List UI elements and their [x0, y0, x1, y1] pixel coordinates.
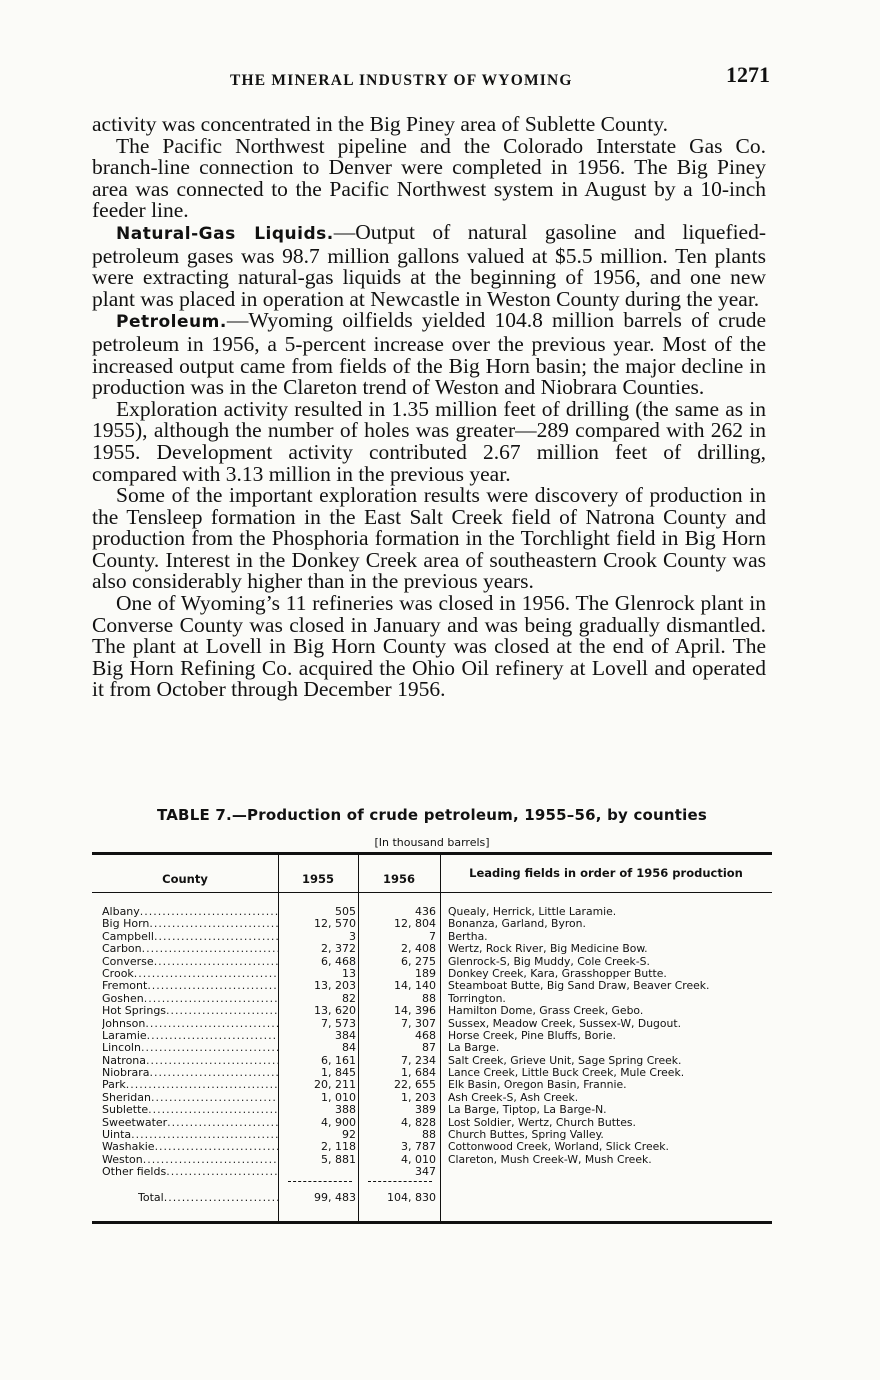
value-1956-cell: 3, 787	[401, 1140, 436, 1154]
value-1956-cell: 4, 010	[401, 1152, 436, 1166]
county-cell: Goshen .....	[102, 993, 278, 1005]
paragraph-text: One of Wyoming’s 11 refineries was closed in 1956. The Glenrock plant in Converse County was closed in January and was being gradually dismantled. The plant at Lovell in Big Horn County was closed at the end of April. The Big Horn Refining Co. acquired the Ohio Oil refinery at Lovell and operated it from October through December 1956.	[92, 591, 766, 702]
value-1956-cell: 87	[422, 1041, 436, 1055]
paragraph-text: Exploration activity resulted in 1.35 million feet of drilling (the same as in 1955), although the number of holes was greater—289 compared with 262 in 1955. Development activity contributed 2.67 million feet of drilling, compared with 3.13 million in the previous year.	[92, 396, 766, 486]
paragraph-text: —Wyoming oilfields yielded 104.8 million barrels of crude petroleum in 1956, a 5-percent increase over the previous year. Most of the increased output came from fields of the Big Horn basin; the major decline in production was in the Clareton trend of Weston and Niobrara Counties.	[92, 308, 766, 400]
value-1955-cell: 84	[342, 1041, 356, 1055]
leading-fields-cell: Clareton, Mush Creek-W, Mush Creek.	[448, 1152, 652, 1166]
county-cell: Washakie .....	[102, 1141, 278, 1153]
county-cell: Albany .....	[102, 906, 278, 918]
running-title: THE MINERAL INDUSTRY OF WYOMING	[230, 72, 573, 89]
column-header-county: County	[162, 872, 208, 886]
value-1955-cell: 4, 900	[321, 1115, 356, 1129]
leading-fields-cell: Wertz, Rock River, Big Medicine Bow.	[448, 942, 648, 956]
paragraph-text: activity was concentrated in the Big Piney area of Sublette County.	[92, 112, 668, 136]
value-1955-cell: 13, 620	[314, 1004, 356, 1018]
table-unit-note: [In thousand barrels]	[374, 836, 490, 849]
page-number: 1271	[726, 62, 770, 87]
value-1956-cell: 88	[422, 1128, 436, 1142]
value-1956-cell: 7, 307	[401, 1016, 436, 1030]
county-cell: Sweetwater .....	[102, 1117, 278, 1129]
paragraph	[92, 310, 766, 398]
table-row	[92, 943, 772, 955]
paragraph-text: —Output of natural gasoline and liquefied-petroleum gases was 98.7 million gallons valued at $5.5 million. Ten plants were extracting natural-gas liquids at the beginning of 1956, and one new plant was placed in operation at Newcastle in Weston County during the year.	[92, 219, 766, 311]
value-1955-cell: 384	[335, 1028, 356, 1042]
leading-fields-cell: La Barge.	[448, 1041, 500, 1055]
paragraph	[92, 396, 766, 486]
leading-fields-cell: Horse Creek, Pine Bluffs, Borie.	[448, 1028, 616, 1042]
body-text	[92, 114, 766, 701]
value-1955-cell: 13	[342, 966, 356, 980]
sum-rule-1955	[288, 1181, 352, 1182]
value-1956-cell: 4, 828	[401, 1115, 436, 1129]
run-in-heading: Petroleum.	[116, 312, 227, 333]
value-1956-cell: 88	[422, 991, 436, 1005]
leading-fields-cell: Church Buttes, Spring Valley.	[448, 1128, 604, 1142]
table-top-rule	[92, 852, 772, 855]
value-1956-cell: 189	[415, 966, 436, 980]
value-1955-cell: 13, 203	[314, 979, 356, 993]
table-title: TABLE 7.—Production of crude petroleum, 1955–56, by counties	[156, 806, 708, 824]
value-1956-cell: 468	[415, 1028, 436, 1042]
value-1955-cell: 3	[349, 929, 356, 943]
county-cell: Sublette .....	[102, 1104, 278, 1116]
total-label: Total .....	[138, 1191, 278, 1205]
paragraph	[92, 485, 766, 593]
county-cell: Carbon .....	[102, 943, 278, 955]
column-header-1955: 1955	[301, 872, 334, 886]
total-1956: 104, 830	[387, 1191, 436, 1204]
value-1955-cell: 82	[342, 991, 356, 1005]
value-1956-cell: 1, 684	[401, 1066, 436, 1080]
leading-fields-cell: Glenrock-S, Big Muddy, Cole Creek-S.	[448, 954, 650, 968]
value-1956-cell: 14, 396	[394, 1004, 436, 1018]
value-1956-cell: 7	[429, 929, 436, 943]
value-1955-cell: 388	[335, 1103, 356, 1117]
leading-fields-cell: Salt Creek, Grieve Unit, Sage Spring Creek.	[448, 1053, 682, 1067]
leading-fields-cell: Torrington.	[448, 991, 506, 1005]
county-cell: Niobrara .....	[102, 1067, 278, 1079]
county-cell: Laramie .....	[102, 1030, 278, 1042]
value-1956-cell: 436	[415, 905, 436, 918]
value-1956-cell: 1, 203	[401, 1090, 436, 1104]
leading-fields-cell: Quealy, Herrick, Little Laramie.	[448, 905, 617, 918]
table-row	[92, 1104, 772, 1116]
county-cell: Campbell .....	[102, 931, 278, 943]
value-1955-cell: 12, 570	[314, 917, 356, 931]
value-1956-cell: 22, 655	[394, 1078, 436, 1092]
county-cell: Uinta .....	[102, 1129, 278, 1141]
value-1955-cell: 7, 573	[321, 1016, 356, 1030]
value-1956-cell: 389	[415, 1103, 436, 1117]
leading-fields-cell: Elk Basin, Oregon Basin, Frannie.	[448, 1078, 627, 1092]
county-cell: Lincoln .....	[102, 1042, 278, 1054]
county-cell: Fremont .....	[102, 980, 278, 992]
paragraph	[92, 114, 766, 136]
county-cell: Johnson .....	[102, 1018, 278, 1030]
county-cell: Park .....	[102, 1079, 278, 1091]
leading-fields-cell: Lance Creek, Little Buck Creek, Mule Creek.	[448, 1066, 685, 1080]
total-1955: 99, 483	[314, 1191, 356, 1204]
leading-fields-cell: La Barge, Tiptop, La Barge-N.	[448, 1103, 607, 1117]
leading-fields-cell: Lost Soldier, Wertz, Church Buttes.	[448, 1115, 636, 1129]
county-cell: Crook .....	[102, 968, 278, 980]
county-cell: Big Horn .....	[102, 918, 278, 930]
county-cell: Other fields .....	[102, 1166, 278, 1178]
leading-fields-cell: Hamilton Dome, Grass Creek, Gebo.	[448, 1004, 644, 1018]
table-row	[92, 1166, 772, 1178]
value-1955-cell: 1, 010	[321, 1090, 356, 1104]
column-header-1956: 1956	[382, 872, 415, 886]
sum-rule-1956	[368, 1181, 432, 1182]
county-cell: Sheridan .....	[102, 1092, 278, 1104]
table-bottom-rule	[92, 1221, 772, 1224]
table-row	[92, 1079, 772, 1091]
value-1955-cell: 5, 881	[321, 1152, 356, 1166]
value-1956-cell: 14, 140	[394, 979, 436, 993]
paragraph	[92, 593, 766, 701]
table-row	[92, 1005, 772, 1017]
paragraph-text: The Pacific Northwest pipeline and the Colorado Interstate Gas Co. branch-line connection to Denver were completed in 1956. The Big Piney area was connected to the Pacific Northwest system in August by a 10-inch feeder line.	[92, 133, 766, 223]
paragraph	[92, 133, 766, 223]
leading-fields-cell: Ash Creek-S, Ash Creek.	[448, 1090, 579, 1104]
leading-fields-cell: Donkey Creek, Kara, Grasshopper Butte.	[448, 966, 667, 980]
paragraph-text: Some of the important exploration results were discovery of production in the Tensleep formation in the East Salt Creek field of Natrona County and production from the Phosphoria formation in the Torchlight field in Big Horn County. Interest in the Donkey Creek area of southeastern Crook County was also considerably higher than in the previous years.	[92, 483, 766, 594]
value-1956-cell: 2, 408	[401, 942, 436, 956]
table-body	[92, 906, 772, 1179]
table-row	[92, 1141, 772, 1153]
value-1956-cell: 6, 275	[401, 954, 436, 968]
leading-fields-cell: Sussex, Meadow Creek, Sussex-W, Dugout.	[448, 1016, 682, 1030]
value-1955-cell: 505	[335, 905, 356, 918]
run-in-heading: Natural-Gas Liquids.	[116, 223, 334, 244]
county-cell: Converse .....	[102, 956, 278, 968]
leading-fields-cell: Cottonwood Creek, Worland, Slick Creek.	[448, 1140, 669, 1154]
value-1955-cell: 1, 845	[321, 1066, 356, 1080]
leading-fields-cell: Bonanza, Garland, Byron.	[448, 917, 586, 931]
leading-fields-cell: Bertha.	[448, 929, 488, 943]
value-1956-cell: 12, 804	[394, 917, 436, 931]
value-1955-cell: 2, 372	[321, 942, 356, 956]
value-1955-cell: 6, 161	[321, 1053, 356, 1067]
table-row	[92, 980, 772, 992]
value-1956-cell: 347	[415, 1165, 436, 1179]
value-1955-cell: 6, 468	[321, 954, 356, 968]
county-cell: Hot Springs .....	[102, 1005, 278, 1017]
running-head	[90, 62, 770, 96]
value-1955-cell: 2, 118	[321, 1140, 356, 1154]
table-row	[92, 1042, 772, 1054]
column-header-fields: Leading fields in order of 1956 production	[469, 866, 743, 880]
value-1955-cell: 20, 211	[314, 1078, 356, 1092]
leading-fields-cell: Steamboat Butte, Big Sand Draw, Beaver Creek.	[448, 979, 710, 993]
county-cell: Weston .....	[102, 1154, 278, 1166]
production-table	[92, 852, 772, 1224]
table-row	[92, 918, 772, 930]
county-cell: Natrona .....	[102, 1055, 278, 1067]
total-row	[92, 1191, 772, 1205]
table-header-rule	[92, 892, 772, 893]
paragraph	[92, 219, 766, 311]
value-1955-cell: 92	[342, 1128, 356, 1142]
value-1956-cell: 7, 234	[401, 1053, 436, 1067]
